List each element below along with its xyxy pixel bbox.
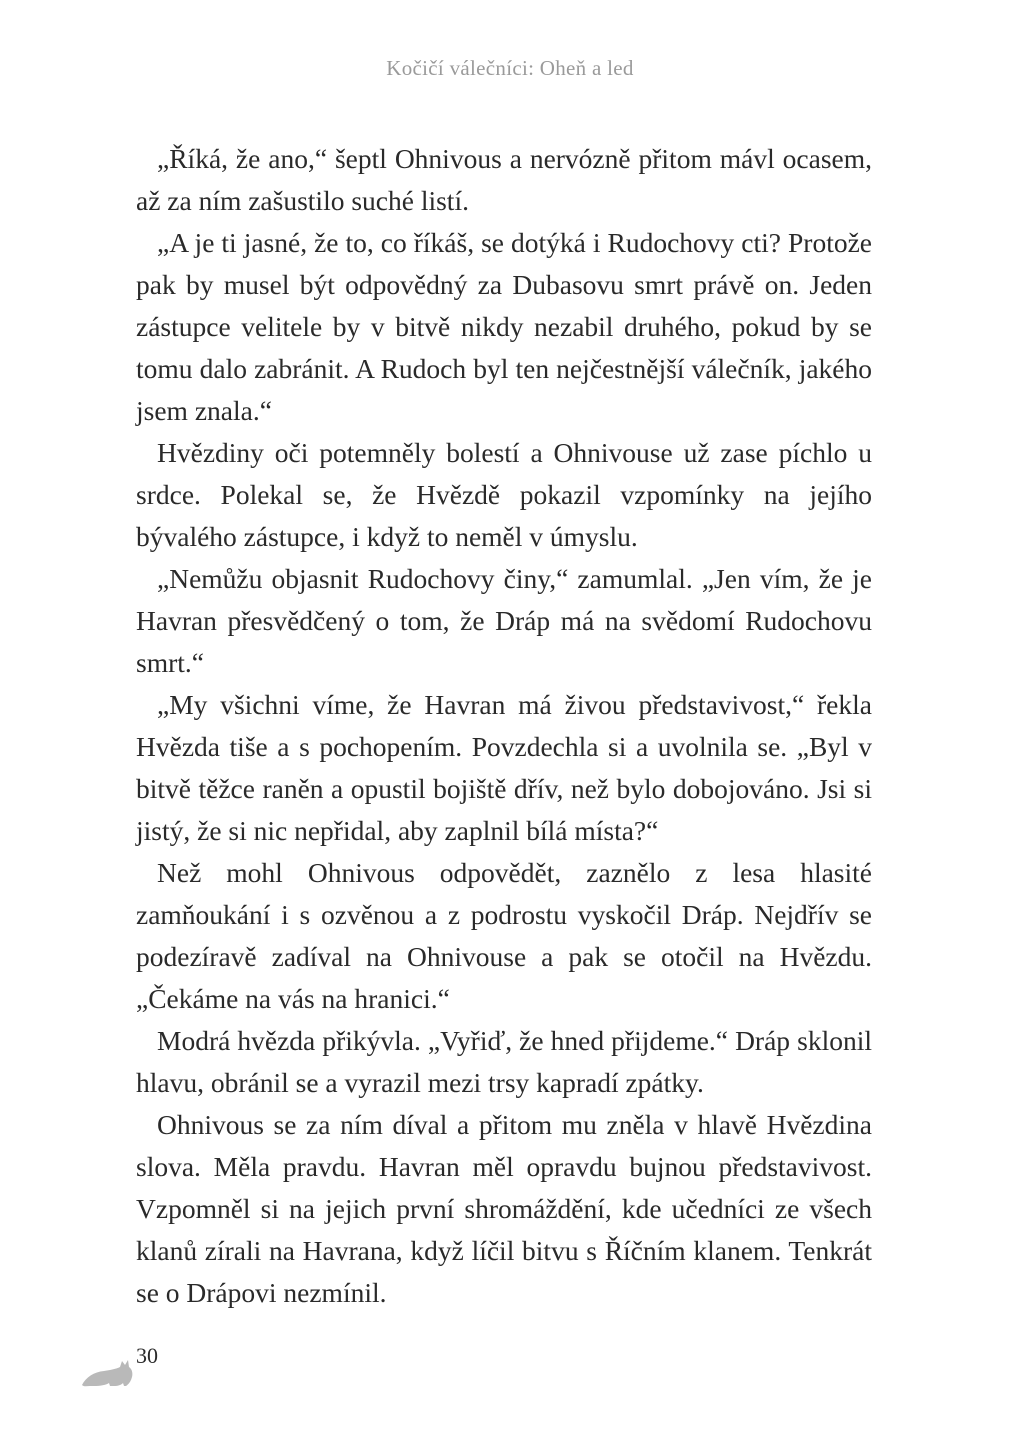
running-header: Kočičí válečníci: Oheň a led	[386, 56, 634, 80]
paragraph: Ohnivous se za ním díval a přitom mu zněla v hlavě Hvězdina slova. Měla pravdu. Havran měl opravdu bujnou představivost. Vzpomněl si na jejich první shromáždění, kde učedníci ze všech klanů zírali na Havrana, když líčil bitvu s Říčním klanem. Tenkrát se o Drápovi nezmínil.	[136, 1109, 872, 1308]
page-number: 30	[136, 1343, 158, 1368]
paragraph: „Nemůžu objasnit Rudochovy činy,“ zamumlal. „Jen vím, že je Havran přesvědčený o tom, že Dráp má na svědomí Rudochovu smrt.“	[136, 563, 872, 678]
paragraph: Než mohl Ohnivous odpovědět, zaznělo z lesa hlasité zamňoukání i s ozvěnou a z podrostu vyskočil Dráp. Nejdřív se podezíravě zadíval na Ohnivouse a pak se otočil na Hvězdu. „Čekáme na vás na hranici.“	[136, 857, 872, 1014]
paragraph: „My všichni víme, že Havran má živou představivost,“ řekla Hvězda tiše a s pochopením. Povzdechla si a uvolnila se. „Byl v bitvě těžce raněn a opustil bojiště dřív, než bylo dobojováno. Jsi si jistý, že si nic nepřidal, aby zaplnil bílá místa?“	[136, 689, 872, 846]
paragraph: Modrá hvězda přikývla. „Vyřiď, že hned přijdeme.“ Dráp sklonil hlavu, obránil se a vyrazil mezi trsy kapradí zpátky.	[136, 1025, 872, 1098]
paragraph: „Říká, že ano,“ šeptl Ohnivous a nervózně přitom mávl ocasem, až za ním zašustilo suché listí.	[136, 143, 872, 216]
paragraph: Hvězdiny oči potemněly bolestí a Ohnivouse už zase píchlo u srdce. Polekal se, že Hvězdě pokazil vzpomínky na jejího bývalého zástupce, i když to neměl v úmyslu.	[136, 437, 872, 552]
cat-silhouette-shape	[82, 1360, 132, 1386]
paragraph: „A je ti jasné, že to, co říkáš, se dotýká i Rudochovy cti? Protože pak by musel být odpovědný za Dubasovu smrt právě on. Jeden zástupce velitele by v bitvě nikdy nezabil druhého, pokud by se tomu dalo zabránit. A Rudoch byl ten nejčestnější válečník, jakého jsem znala.“	[136, 227, 872, 426]
body-text	[136, 138, 872, 1314]
cat-silhouette-icon	[80, 1355, 136, 1389]
